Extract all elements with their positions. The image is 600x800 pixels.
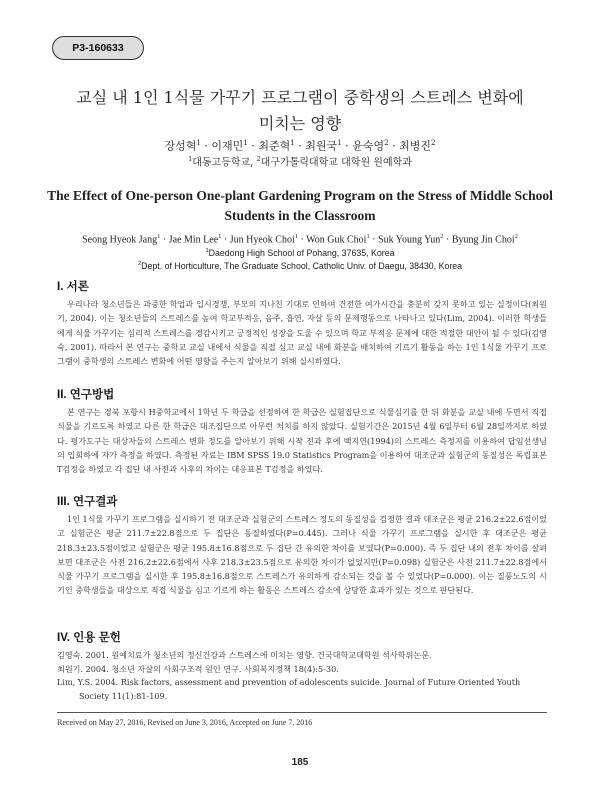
references-heading: IV. 인용 문헌	[57, 632, 121, 644]
method-paragraph: 본 연구는 경북 포항시 H중학교에서 1학년 두 학급을 선정하여 한 학급은 실험집단으로 식물심기를 한 뒤 화분을 교실 내에 두면서 직접 식물을 기르도록 하였고 다른 한 학급은 대조집단으로 아무런 처치를 하지 않았다. 실험기간은 2015년 4월 6일부터 6월 28일까지로 하였다. 평가도구는 대상자들의 스트레스 변화 정도를 알아보기 위해 시작 전과 후에 백지연(1994)의 스트레스 측정지를 이용하여 답임선생님의 입회하에 자가 측정을 하였다. 측정된 자료는 IBM SPSS 19.0 Statistics Program을 이용하여 대조군과 실험군의 동질성은 독립표본 T검정을 하였고 각 집단 내 사전과 사후의 차이는 대응표본 T검정을 하였다.	[57, 407, 547, 475]
english-affiliation-2	[40, 258, 560, 273]
english-author-separator: ·	[221, 234, 230, 246]
english-author-name: Jae Min Lee	[168, 234, 219, 246]
english-author-separator: ·	[443, 234, 452, 246]
intro-paragraph: 우리나라 청소년들은 과중한 학업과 입시경쟁, 부모의 지나친 기대로 인하여 건전한 여가시간을 충분히 갖지 못하고 있는 실정이다(최원기, 2004). 이는 청소년들의 스트레스를 높여 학교부적응, 음주, 흡연, 자살 등의 문제행동으로 나타나고 있다(Lim, 2004). 이러한 학생들에게 식물 가꾸기는 심리적 스트레스를 경감시키고 긍정적인 성장을 도울 수 있으며 학교 부적응 문제에 대한 적절한 대안이 될 수 있다(김영숙, 2001). 따라서 본 연구는 중학교 교실 내에서 식물을 직접 심고 교실 내에 화분을 배치하여 기르기 활동을 하는 1인 1식물 가꾸기 프로그램이 중학생의 스트레스 변화에 어떤 영향을 주는지 알아보기 위해 실시하였다.	[57, 299, 547, 367]
result-heading: III. 연구결과	[57, 496, 118, 508]
korean-author-affiliation-marker: 2	[384, 138, 389, 147]
english-title-line-2: Students in the Classroom	[224, 208, 376, 223]
english-affiliation-2-text: Dept. of Horticulture, The Graduate School, Catholic Univ. of Daegu, 38430, Korea	[141, 260, 463, 271]
korean-affiliation-2: 대구가톨릭대학교 대학원 원예학과	[260, 157, 412, 169]
footer-divider	[57, 712, 547, 713]
english-author-separator: ·	[369, 234, 379, 246]
korean-title-line-1: 교실 내 1인 1식물 가꾸기 프로그램이 중학생의 스트레스 변화에	[76, 88, 524, 107]
english-author-affiliation-marker: 2	[440, 233, 444, 240]
english-author-name: Byung Jin Choi	[451, 234, 515, 246]
intro-heading: I. 서론	[57, 281, 89, 293]
korean-affiliation-2-marker: 2	[256, 155, 261, 163]
english-author-name: Seong Hyeok Jang	[82, 234, 158, 246]
korean-author-name: 장성혁	[164, 139, 197, 153]
korean-author-name: 최병진	[399, 139, 432, 153]
korean-author-affiliation-marker: 1	[290, 138, 295, 147]
korean-author-name: 최원국	[305, 139, 338, 153]
english-author-affiliation-marker: 1	[294, 233, 298, 240]
english-author-affiliation-marker: 1	[366, 233, 370, 240]
english-author-affiliation-marker: 2	[514, 233, 518, 240]
english-author-affiliation-marker: 1	[218, 233, 222, 240]
english-affiliation-2-marker: 2	[137, 261, 142, 267]
english-author-separator: ·	[298, 234, 307, 246]
korean-author-separator: ·	[388, 139, 400, 153]
korean-author-affiliation-marker: 2	[431, 138, 436, 147]
korean-author-affiliation-marker: 1	[337, 138, 342, 147]
reference-list	[57, 649, 547, 704]
reference-item: 최원기. 2004. 청소년 자살의 사회구조적 원인 연구. 사회복지정책 18(4):5-30.	[57, 663, 339, 674]
paper-code-badge: P3-160633	[52, 36, 144, 60]
english-author-name: Suk Young Yun	[378, 234, 441, 246]
korean-author-name: 윤숙영	[352, 139, 385, 153]
korean-author-name: 최준혁	[258, 139, 291, 153]
english-title-line-1: The Effect of One-person One-plant Gardening Program on the Stress of Middle School	[47, 188, 553, 203]
korean-author-separator: ·	[200, 139, 212, 153]
korean-author-name: 이재민	[211, 139, 244, 153]
english-author-separator: ·	[160, 234, 169, 246]
english-author-affiliation-marker: 1	[157, 233, 161, 240]
reference-item: Lim, Y.S. 2004. Risk factors, assessment and prevention of adolescents suicide. Journal of Future Oriented Youth Society 11(1):81-109.	[57, 677, 521, 702]
korean-affiliation-1: 대동고등학교,	[192, 157, 257, 169]
english-affiliation-1-text: Daedong High School of Pohang, 37635, Korea	[208, 247, 395, 258]
korean-author-separator: ·	[247, 139, 259, 153]
korean-author-separator: ·	[294, 139, 306, 153]
korean-affiliations	[40, 151, 560, 171]
reference-item: 김영숙. 2001. 원예치료가 청소년의 정신건강과 스트레스에 미치는 영향. 건국대학교대학원 석사학위논문.	[57, 650, 432, 660]
korean-author-separator: ·	[341, 139, 353, 153]
received-dates: Received on May 27, 2016, Revised on June 3, 2016, Accepted on June 7, 2016	[57, 718, 313, 727]
korean-author-affiliation-marker: 1	[196, 138, 201, 147]
english-author-name: Won Guk Choi	[306, 234, 367, 246]
english-affiliation-1-marker: 1	[205, 248, 209, 254]
korean-title-line-2: 미치는 영향	[258, 114, 342, 133]
method-heading: II. 연구방법	[57, 389, 115, 401]
english-author-name: Jun Hyeok Choi	[229, 234, 295, 246]
korean-author-affiliation-marker: 1	[243, 138, 248, 147]
result-paragraph: 1인 1식물 가꾸기 프로그램을 실시하기 전 대조군과 실험군의 스트레스 정도의 동질성을 검정한 결과 대조군은 평균 216.2±22.6점이었고 실험군은 평균 211.7±22.8점으로 두 집단은 동질하였다(P=0.445). 그러나 식물 가꾸기 프로그램을 실시한 후 대조군은 평균 218.3±23.5점이었고 실험군은 평균 195.8±16.8점으로 두 집단 간 유의한 차이를 보였다(P=0.000). 즉 두 집단 내의 전후 차이를 살펴보면 대조군은 사전 216.2±22.6점에서 사후 218.3±23.5점으로 유의한 차이가 없었지만(P=0.098) 실험군은 사전 211.7±22.8점에서 식물 가꾸기 프로그램을 실시한 후 195.8±16.8점으로 스트레스가 유의하게 감소되는 것을 볼 수 있었다(P=0.000). 이는 질풍노도의 시기인 중학생들을 대상으로 직접 식물을 심고 기르게 하는 활동은 스트레스 감소에 상당한 효과가 있는 것으로 판단된다.	[57, 514, 547, 596]
page-number: 185	[291, 757, 309, 768]
korean-affiliation-1-marker: 1	[188, 155, 193, 163]
